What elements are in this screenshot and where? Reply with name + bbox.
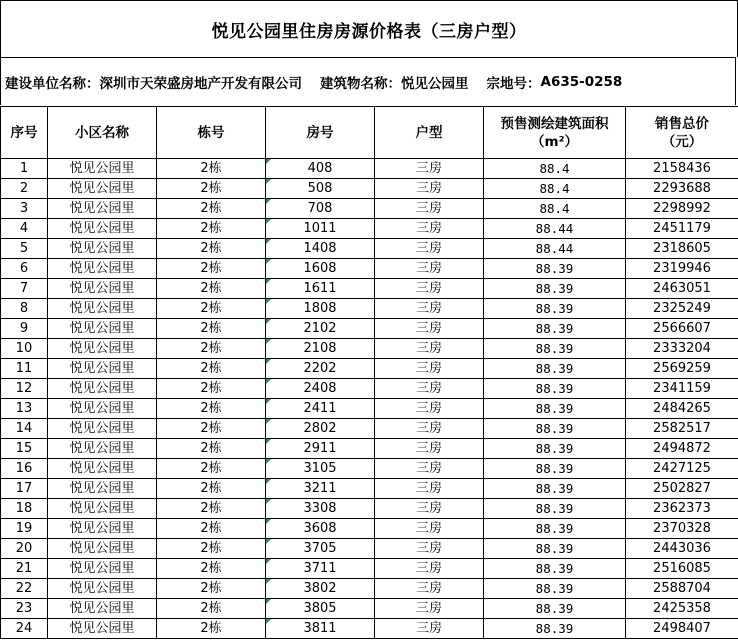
cell-area: 88.39 <box>484 299 626 319</box>
cell-area: 88.39 <box>484 599 626 619</box>
cell-building: 2栋 <box>157 339 266 359</box>
cell-price: 2588704 <box>626 579 738 599</box>
cell-building: 2栋 <box>157 599 266 619</box>
cell-community: 悦见公园里 <box>48 359 157 379</box>
cell-community: 悦见公园里 <box>48 599 157 619</box>
cell-room: 1408 <box>266 239 375 259</box>
table-row <box>1 339 738 359</box>
cell-type: 三房 <box>375 319 484 339</box>
cell-type: 三房 <box>375 519 484 539</box>
cell-room: 3105 <box>266 459 375 479</box>
table-row <box>1 319 738 339</box>
table-row <box>1 599 738 619</box>
cell-area: 88.39 <box>484 519 626 539</box>
project-info-bar <box>0 57 736 105</box>
cell-building: 2栋 <box>157 199 266 219</box>
cell-building: 2栋 <box>157 259 266 279</box>
cell-seq: 17 <box>1 479 48 499</box>
cell-community: 悦见公园里 <box>48 219 157 239</box>
cell-type: 三房 <box>375 359 484 379</box>
cell-room: 1611 <box>266 279 375 299</box>
cell-community: 悦见公园里 <box>48 319 157 339</box>
table-row <box>1 179 738 199</box>
cell-area: 88.39 <box>484 459 626 479</box>
cell-community: 悦见公园里 <box>48 399 157 419</box>
cell-building: 2栋 <box>157 479 266 499</box>
cell-area: 88.39 <box>484 539 626 559</box>
cell-area: 88.4 <box>484 199 626 219</box>
cell-area: 88.39 <box>484 439 626 459</box>
cell-price: 2494872 <box>626 439 738 459</box>
cell-price: 2582517 <box>626 419 738 439</box>
cell-price: 2293688 <box>626 179 738 199</box>
cell-room: 2411 <box>266 399 375 419</box>
cell-area: 88.39 <box>484 479 626 499</box>
header-room: 房号 <box>266 107 375 159</box>
cell-room: 1011 <box>266 219 375 239</box>
cell-price: 2502827 <box>626 479 738 499</box>
cell-type: 三房 <box>375 339 484 359</box>
header-price <box>626 107 738 159</box>
cell-community: 悦见公园里 <box>48 339 157 359</box>
cell-type: 三房 <box>375 199 484 219</box>
cell-building: 2栋 <box>157 519 266 539</box>
table-row <box>1 219 738 239</box>
cell-room: 2102 <box>266 319 375 339</box>
cell-area: 88.39 <box>484 619 626 639</box>
header-seq: 序号 <box>1 107 48 159</box>
cell-type: 三房 <box>375 399 484 419</box>
cell-area: 88.39 <box>484 399 626 419</box>
cell-price: 2325249 <box>626 299 738 319</box>
cell-room: 2802 <box>266 419 375 439</box>
cell-community: 悦见公园里 <box>48 539 157 559</box>
cell-type: 三房 <box>375 459 484 479</box>
cell-building: 2栋 <box>157 399 266 419</box>
cell-price: 2427125 <box>626 459 738 479</box>
cell-seq: 7 <box>1 279 48 299</box>
cell-community: 悦见公园里 <box>48 439 157 459</box>
cell-area: 88.44 <box>484 239 626 259</box>
cell-seq: 2 <box>1 179 48 199</box>
sheet-title: 悦见公园里住房房源价格表（三房户型） <box>0 0 738 57</box>
cell-type: 三房 <box>375 179 484 199</box>
header-building: 栋号 <box>157 107 266 159</box>
cell-area: 88.39 <box>484 579 626 599</box>
cell-community: 悦见公园里 <box>48 299 157 319</box>
cell-price: 2498407 <box>626 619 738 639</box>
cell-community: 悦见公园里 <box>48 179 157 199</box>
cell-price: 2569259 <box>626 359 738 379</box>
cell-room: 1808 <box>266 299 375 319</box>
cell-building: 2栋 <box>157 219 266 239</box>
cell-area: 88.39 <box>484 339 626 359</box>
cell-seq: 13 <box>1 399 48 419</box>
developer-label: 建设单位名称： <box>5 75 100 92</box>
cell-building: 2栋 <box>157 559 266 579</box>
cell-room: 2202 <box>266 359 375 379</box>
cell-price: 2484265 <box>626 399 738 419</box>
cell-seq: 14 <box>1 419 48 439</box>
cell-seq: 18 <box>1 499 48 519</box>
table-row <box>1 459 738 479</box>
cell-type: 三房 <box>375 479 484 499</box>
cell-type: 三房 <box>375 619 484 639</box>
cell-area: 88.39 <box>484 279 626 299</box>
building-label: 建筑物名称： <box>320 75 401 92</box>
cell-room: 2408 <box>266 379 375 399</box>
cell-community: 悦见公园里 <box>48 519 157 539</box>
cell-room: 2108 <box>266 339 375 359</box>
cell-type: 三房 <box>375 279 484 299</box>
cell-building: 2栋 <box>157 179 266 199</box>
cell-seq: 19 <box>1 519 48 539</box>
cell-type: 三房 <box>375 599 484 619</box>
cell-area: 88.39 <box>484 499 626 519</box>
cell-price: 2370328 <box>626 519 738 539</box>
cell-building: 2栋 <box>157 439 266 459</box>
cell-area: 88.4 <box>484 179 626 199</box>
building-value: 悦见公园里 <box>401 75 469 92</box>
cell-type: 三房 <box>375 259 484 279</box>
cell-community: 悦见公园里 <box>48 279 157 299</box>
header-area <box>484 107 626 159</box>
cell-seq: 21 <box>1 559 48 579</box>
table-row <box>1 519 738 539</box>
cell-room: 1608 <box>266 259 375 279</box>
cell-building: 2栋 <box>157 239 266 259</box>
cell-price: 2333204 <box>626 339 738 359</box>
cell-price: 2362373 <box>626 499 738 519</box>
cell-type: 三房 <box>375 499 484 519</box>
cell-community: 悦见公园里 <box>48 239 157 259</box>
cell-seq: 1 <box>1 159 48 179</box>
cell-seq: 5 <box>1 239 48 259</box>
cell-community: 悦见公园里 <box>48 499 157 519</box>
cell-price: 2463051 <box>626 279 738 299</box>
cell-building: 2栋 <box>157 319 266 339</box>
cell-community: 悦见公园里 <box>48 379 157 399</box>
cell-price: 2443036 <box>626 539 738 559</box>
table-row <box>1 279 738 299</box>
cell-area: 88.44 <box>484 219 626 239</box>
cell-price: 2298992 <box>626 199 738 219</box>
cell-community: 悦见公园里 <box>48 619 157 639</box>
cell-room: 408 <box>266 159 375 179</box>
cell-area: 88.39 <box>484 379 626 399</box>
table-row <box>1 379 738 399</box>
cell-seq: 15 <box>1 439 48 459</box>
table-row <box>1 619 738 639</box>
cell-price: 2341159 <box>626 379 738 399</box>
cell-area: 88.39 <box>484 559 626 579</box>
table-row <box>1 499 738 519</box>
cell-price: 2319946 <box>626 259 738 279</box>
table-row <box>1 159 738 179</box>
cell-room: 3608 <box>266 519 375 539</box>
cell-room: 3711 <box>266 559 375 579</box>
cell-type: 三房 <box>375 559 484 579</box>
cell-room: 3705 <box>266 539 375 559</box>
cell-room: 3811 <box>266 619 375 639</box>
cell-room: 508 <box>266 179 375 199</box>
cell-building: 2栋 <box>157 299 266 319</box>
cell-seq: 20 <box>1 539 48 559</box>
cell-seq: 8 <box>1 299 48 319</box>
table-row <box>1 399 738 419</box>
cell-building: 2栋 <box>157 499 266 519</box>
table-row <box>1 439 738 459</box>
cell-type: 三房 <box>375 439 484 459</box>
cell-community: 悦见公园里 <box>48 479 157 499</box>
cell-community: 悦见公园里 <box>48 159 157 179</box>
cell-area: 88.39 <box>484 319 626 339</box>
cell-type: 三房 <box>375 539 484 559</box>
developer-value: 深圳市天荣盛房地产开发有限公司 <box>99 75 302 92</box>
table-row <box>1 579 738 599</box>
cell-building: 2栋 <box>157 579 266 599</box>
cell-type: 三房 <box>375 379 484 399</box>
header-area-line2: （m²） <box>531 133 578 150</box>
cell-type: 三房 <box>375 219 484 239</box>
cell-seq: 16 <box>1 459 48 479</box>
cell-building: 2栋 <box>157 379 266 399</box>
header-type: 户型 <box>375 107 484 159</box>
cell-building: 2栋 <box>157 159 266 179</box>
cell-seq: 12 <box>1 379 48 399</box>
cell-type: 三房 <box>375 239 484 259</box>
cell-building: 2栋 <box>157 539 266 559</box>
cell-community: 悦见公园里 <box>48 199 157 219</box>
cell-room: 3802 <box>266 579 375 599</box>
table-row <box>1 299 738 319</box>
table-row <box>1 259 738 279</box>
cell-seq: 9 <box>1 319 48 339</box>
cell-seq: 3 <box>1 199 48 219</box>
cell-room: 708 <box>266 199 375 219</box>
cell-type: 三房 <box>375 419 484 439</box>
cell-area: 88.39 <box>484 359 626 379</box>
table-row <box>1 479 738 499</box>
table-row <box>1 199 738 219</box>
cell-community: 悦见公园里 <box>48 419 157 439</box>
header-price-line2: （元） <box>661 133 703 150</box>
cell-seq: 4 <box>1 219 48 239</box>
table-row <box>1 559 738 579</box>
cell-building: 2栋 <box>157 419 266 439</box>
cell-seq: 10 <box>1 339 48 359</box>
cell-building: 2栋 <box>157 619 266 639</box>
cell-type: 三房 <box>375 579 484 599</box>
cell-community: 悦见公园里 <box>48 459 157 479</box>
cell-price: 2318605 <box>626 239 738 259</box>
cell-room: 3308 <box>266 499 375 519</box>
header-area-line1: 预售测绘建筑面积 <box>500 115 609 132</box>
cell-price: 2516085 <box>626 559 738 579</box>
cell-seq: 24 <box>1 619 48 639</box>
cell-type: 三房 <box>375 299 484 319</box>
cell-community: 悦见公园里 <box>48 259 157 279</box>
cell-community: 悦见公园里 <box>48 559 157 579</box>
cell-building: 2栋 <box>157 359 266 379</box>
header-row <box>1 107 738 159</box>
table-row <box>1 539 738 559</box>
cell-area: 88.39 <box>484 419 626 439</box>
cell-community: 悦见公园里 <box>48 579 157 599</box>
cell-price: 2158436 <box>626 159 738 179</box>
cell-area: 88.4 <box>484 159 626 179</box>
cell-building: 2栋 <box>157 279 266 299</box>
parcel-label: 宗地号： <box>486 75 541 92</box>
parcel-value: A635-0258 <box>540 73 623 90</box>
table-row <box>1 239 738 259</box>
table-row <box>1 419 738 439</box>
cell-seq: 6 <box>1 259 48 279</box>
cell-price: 2566607 <box>626 319 738 339</box>
cell-price: 2451179 <box>626 219 738 239</box>
cell-area: 88.39 <box>484 259 626 279</box>
cell-room: 3805 <box>266 599 375 619</box>
cell-seq: 23 <box>1 599 48 619</box>
cell-seq: 22 <box>1 579 48 599</box>
cell-building: 2栋 <box>157 459 266 479</box>
table-row <box>1 359 738 379</box>
cell-room: 3211 <box>266 479 375 499</box>
cell-price: 2425358 <box>626 599 738 619</box>
listing-table <box>0 106 738 639</box>
cell-room: 2911 <box>266 439 375 459</box>
header-community: 小区名称 <box>48 107 157 159</box>
cell-seq: 11 <box>1 359 48 379</box>
header-price-line1: 销售总价 <box>655 115 709 132</box>
cell-type: 三房 <box>375 159 484 179</box>
